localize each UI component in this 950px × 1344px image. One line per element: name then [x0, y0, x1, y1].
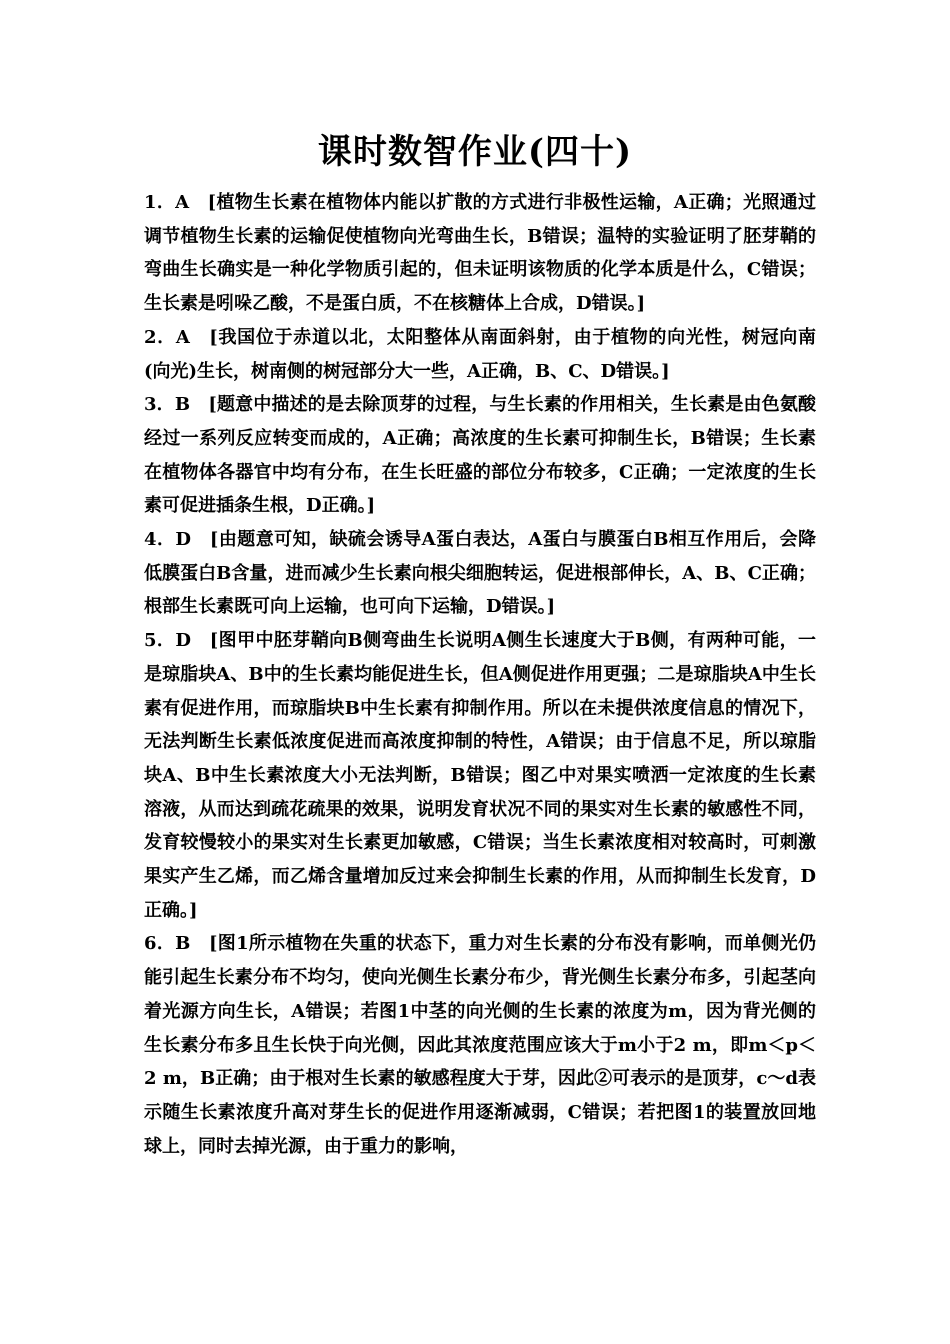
document-title: 课时数智作业(四十): [317, 132, 633, 172]
answer-item-6: 6．B [图1所示植物在失重的状态下，重力对生长素的分布没有影响，而单侧光仍能引起生长素分布不均匀，使向光侧生长素分布少，背光侧生长素分布多，引起茎向着光源方向生长，A错误；若图1中茎的向光侧的生长素的浓度为m，因为背光侧的生长素分布多且生长快于向光侧，因此其浓度范围应该大于m小于2 m，即m＜p＜2 m，B正确；由于根对生长素的敏感程度大于芽，因此②可表示的是顶芽，c～d表示随生长素浓度升高对芽生长的促进作用逐渐减弱，C错误；若把图1的装置放回地球上，同时去掉光源，由于重力的影响，: [144, 933, 816, 1157]
answer-item-2: 2．A [我国位于赤道以北，太阳整体从南面斜射，由于植物的向光性，树冠向南(向光)生长，树南侧的树冠部分大一些，A正确，B、C、D错误。]: [144, 326, 816, 382]
answer-item-5: 5．D [图甲中胚芽鞘向B侧弯曲生长说明A侧生长速度大于B侧，有两种可能，一是琼脂块A、B中的生长素均能促进生长，但A侧促进作用更强；二是琼脂块A中生长素有促进作用，而琼脂块B中生长素有抑制作用。所以在未提供浓度信息的情况下，无法判断生长素低浓度促进而高浓度抑制的特性，A错误；由于信息不足，所以琼脂块A、B中生长素浓度大小无法判断，B错误；图乙中对果实喷洒一定浓度的生长素溶液，从而达到疏花疏果的效果，说明发育状况不同的果实对生长素的敏感性不同，发育较慢较小的果实对生长素更加敏感，C错误；当生长素浓度相对较高时，可刺激果实产生乙烯，而乙烯含量增加反过来会抑制生长素的作用，从而抑制生长发育，D正确。]: [144, 630, 816, 921]
answer-item-1: 1．A [植物生长素在植物体内能以扩散的方式进行非极性运输，A正确；光照通过调节植物生长素的运输促使植物向光弯曲生长，B错误；温特的实验证明了胚芽鞘的弯曲生长确实是一种化学物质引起的，但未证明该物质的化学本质是什么，C错误；生长素是吲哚乙酸，不是蛋白质，不在核糖体上合成，D错误。]: [144, 192, 816, 315]
answer-list: [144, 186, 816, 1163]
answer-item-4: 4．D [由题意可知，缺硫会诱导A蛋白表达，A蛋白与膜蛋白B相互作用后，会降低膜蛋白B含量，进而减少生长素向根尖细胞转运，促进根部伸长，A、B、C正确；根部生长素既可向上运输，也可向下运输，D错误。]: [144, 529, 816, 618]
answer-item-3: 3．B [题意中描述的是去除顶芽的过程，与生长素的作用相关，生长素是由色氨酸经过一系列反应转变而成的，A正确；高浓度的生长素可抑制生长，B错误；生长素在植物体各器官中均有分布，在生长旺盛的部位分布较多，C正确；一定浓度的生长素可促进插条生根，D正确。]: [144, 394, 816, 517]
